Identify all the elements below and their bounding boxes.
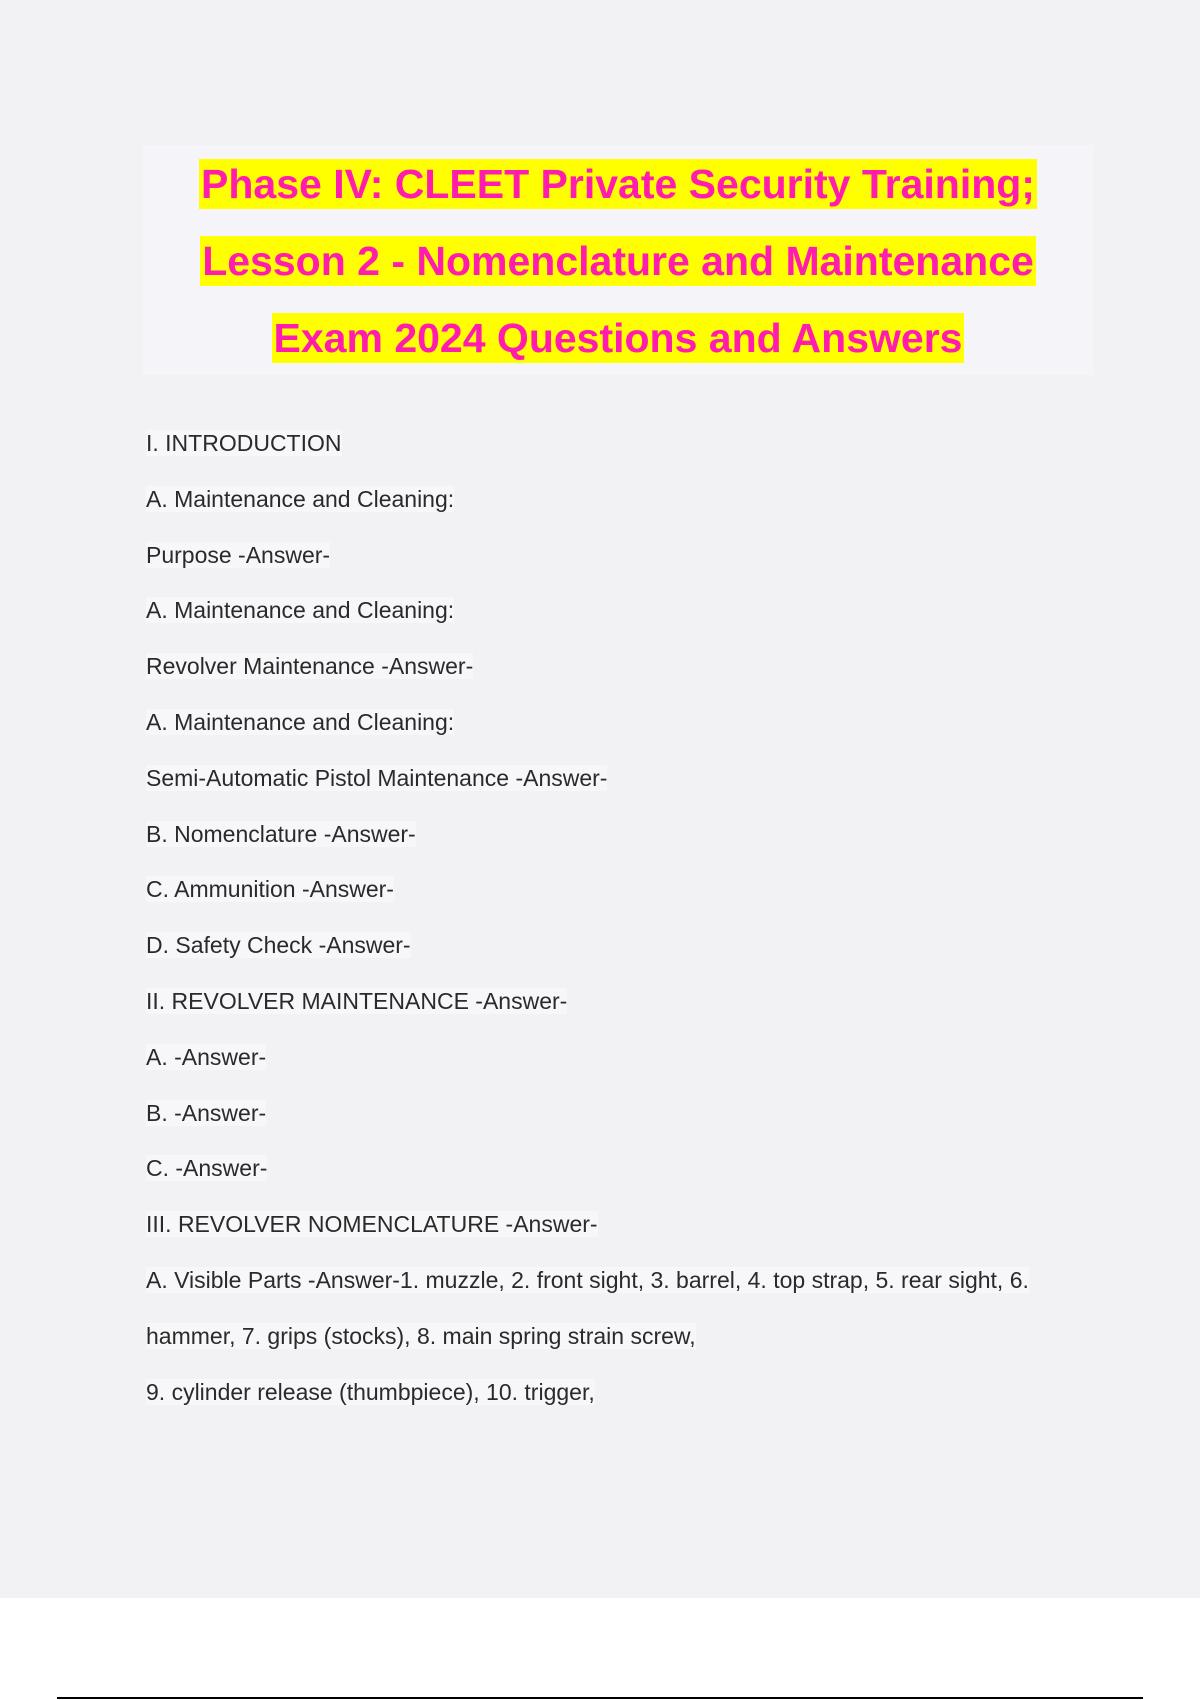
body-line: A. Maintenance and Cleaning: [146,708,455,735]
question-line: C. -Answer- [146,1155,268,1182]
title-text-1: Phase IV: CLEET Private Security Training; [201,160,1035,207]
question-line: Revolver Maintenance -Answer- [146,653,474,680]
title-line-2 [143,222,1093,299]
title-text-3: Exam 2024 Questions and Answers [273,314,963,361]
question-line: B. -Answer- [146,1099,267,1126]
answer-line: hammer, 7. grips (stocks), 8. main spring strain screw, [146,1322,696,1349]
body-line: A. Maintenance and Cleaning: [146,597,455,624]
question-line: Purpose -Answer- [146,541,331,568]
section-heading: II. REVOLVER MAINTENANCE -Answer- [146,987,568,1014]
question-line: D. Safety Check -Answer- [146,932,411,959]
title-text-2: Lesson 2 - Nomenclature and Maintenance [202,237,1034,284]
title-line-1 [143,145,1093,222]
question-line: C. Ammunition -Answer- [146,876,394,903]
question-line: Semi-Automatic Pistol Maintenance -Answer- [146,764,608,791]
section-heading: III. REVOLVER NOMENCLATURE -Answer- [146,1211,598,1238]
question-line: B. Nomenclature -Answer- [146,820,416,847]
body-line: A. Maintenance and Cleaning: [146,485,455,512]
answer-line: 9. cylinder release (thumbpiece), 10. trigger, [146,1378,595,1405]
title-line-3 [143,299,1093,376]
document-title [143,145,1093,375]
answer-line: A. Visible Parts -Answer-1. muzzle, 2. front sight, 3. barrel, 4. top strap, 5. rear sight, 6. [146,1266,1029,1293]
document-body [146,416,1106,1420]
question-line: A. -Answer- [146,1043,267,1070]
section-heading: I. INTRODUCTION [146,430,342,456]
bottom-divider [57,1697,1143,1699]
